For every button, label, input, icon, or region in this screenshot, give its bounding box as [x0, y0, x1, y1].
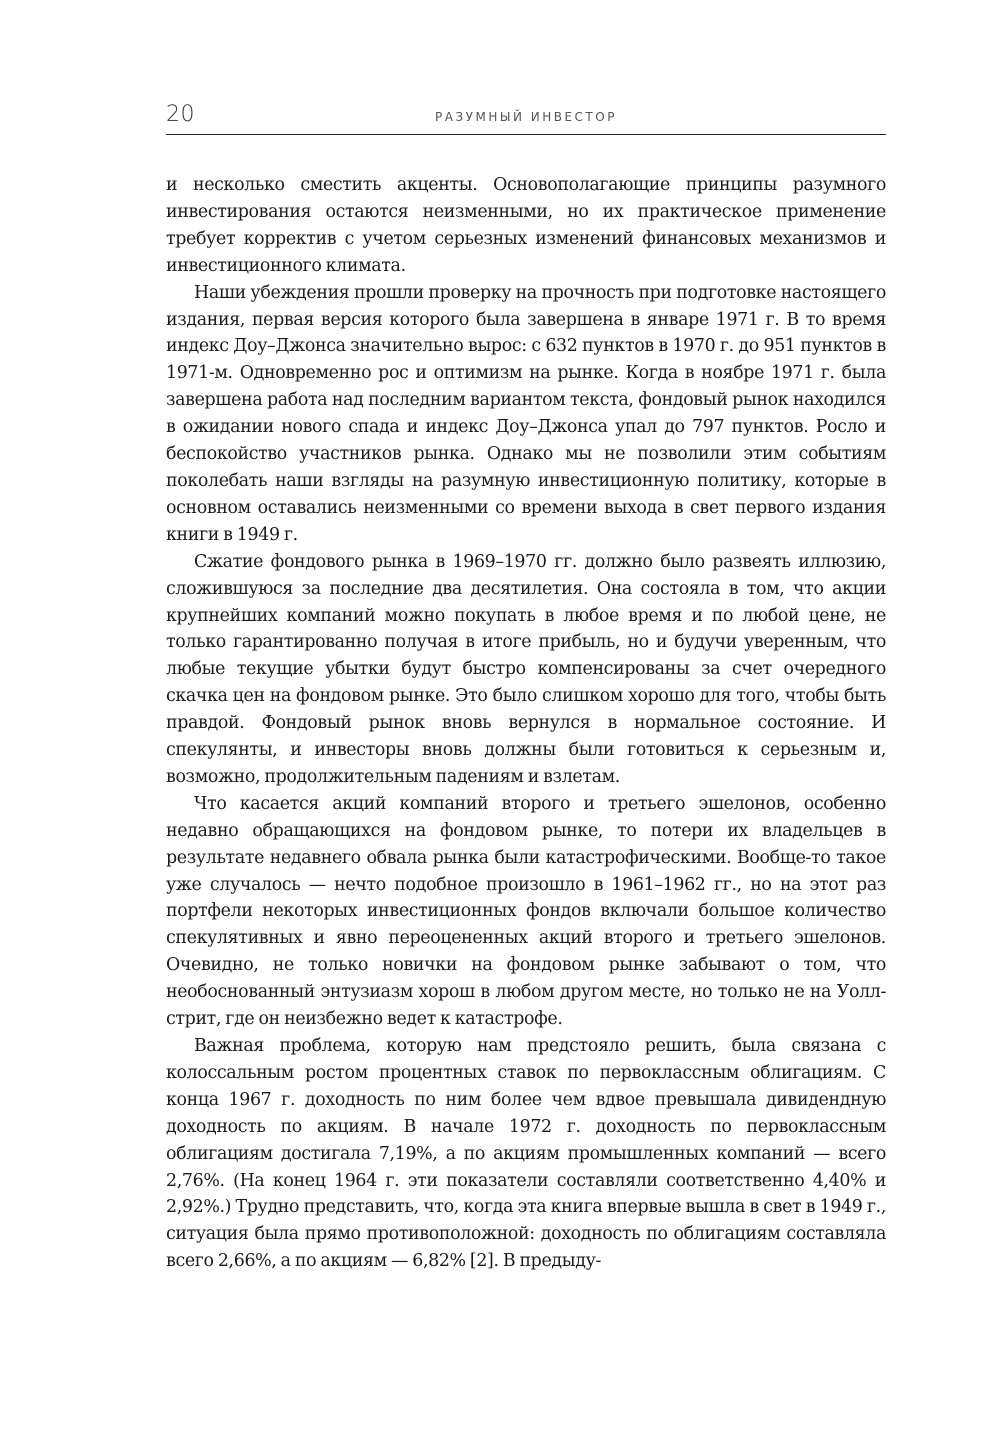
- paragraph: Важная проблема, которую нам предстояло решить, была связана с колоссальным ростом процентных ставок по первоклассным облигациям. С конца 1967 г. доходность по ним более чем вдвое превышала дивидендную доходность по акциям. В начале 1972 г. доходность по первоклассным облигациям достигала 7,19%, а по акциям промышленных компаний — всего 2,76%. (На конец 1964 г. эти показатели составляли соответственно 4,40% и 2,92%.) Трудно представить, что, когда эта книга впервые вышла в свет в 1949 г., ситуация была прямо противоположной: доходность по облигациям составляла всего 2,66%, а по акциям — 6,82% [2]. В предыду-: [166, 1036, 886, 1272]
- page-header: [166, 100, 886, 135]
- paragraph: Что касается акций компаний второго и третьего эшелонов, особенно недавно обращающихся на фондовом рынке, то потери их владельцев в результате недавнего обвала рынка были катастрофическими. Вообще-то такое уже случалось — нечто подобное произошло в 1961–1962 гг., но на этот раз портфели некоторых инвестиционных фондов включали большое количество спекулятивных и явно переоцененных акций второго и третьего эшелонов. Очевидно, не только новички на фондовом рынке забывают о том, что необоснованный энтузиазм хорош в любом другом месте, но только не на Уолл-стрит, где он неизбежно ведет к катастрофе.: [166, 793, 886, 1030]
- paragraph-continuation: и несколько сместить акценты. Основополагающие принципы разумного инвестирования остаются неизменными, но их практическое применение требует корректив с учетом серьезных изменений финансовых механизмов и инвестиционного климата.: [166, 175, 886, 276]
- running-title: РАЗУМНЫЙ ИНВЕСТОР: [435, 110, 617, 124]
- body-text: [166, 172, 886, 1275]
- paragraph: Наши убеждения прошли проверку на прочность при подготовке настоящего издания, первая версия которого была завершена в январе 1971 г. В то время индекс Доу–Джонса значительно вырос: с 632 пунктов в 1970 г. до 951 пунктов в 1971-м. Одновременно рос и оптимизм на рынке. Когда в ноябре 1971 г. была завершена работа над последним вариантом текста, фондовый рынок находился в ожидании нового спада и индекс Доу–Джонса упал до 797 пунктов. Росло и беспокойство участников рынка. Однако мы не позволили этим событиям поколебать наши взгляды на разумную инвестиционную политику, которые в основном оставались неизменными со времени выхода в свет первого издания книги в 1949 г.: [166, 282, 886, 545]
- page-number: 20: [166, 102, 195, 127]
- paragraph: Сжатие фондового рынка в 1969–1970 гг. должно было развеять иллюзию, сложившуюся за последние два десятилетия. Она состояла в том, что акции крупнейших компаний можно покупать в любое время и по любой цене, не только гарантированно получая в итоге прибыль, но и будучи уверенным, что любые текущие убытки будут быстро компенсированы за счет очередного скачка цен на фондовом рынке. Это было слишком хорошо для того, чтобы быть правдой. Фондовый рынок вновь вернулся в нормальное состояние. И спекулянты, и инвесторы вновь должны были готовиться к серьезным и, возможно, продолжительным падениям и взлетам.: [166, 551, 886, 787]
